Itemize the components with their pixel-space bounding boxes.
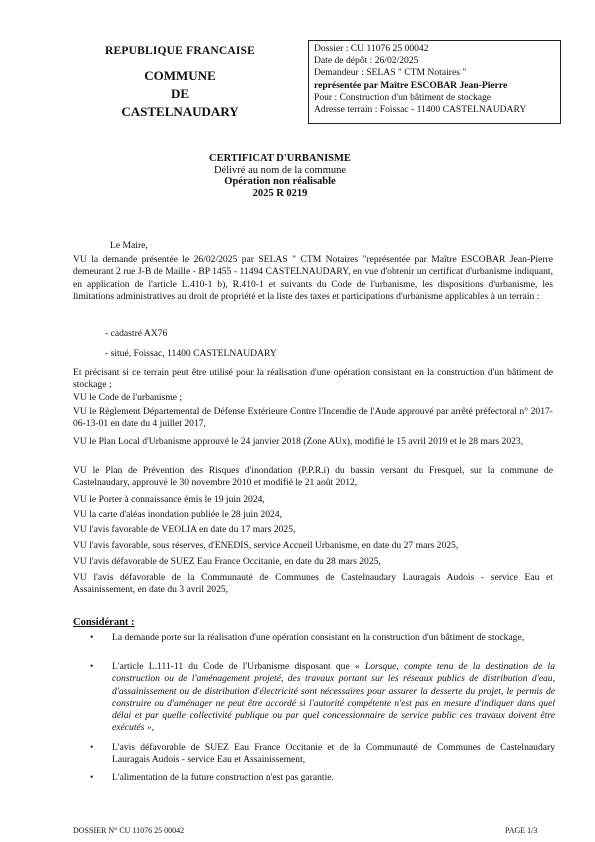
considerant-heading: Considérant : (73, 617, 135, 628)
commune-name (95, 67, 265, 121)
considerant-item-1-text: La demande porte sur la réalisation d'une opération consistant en la construction d'un bâtiment de stockage, (112, 632, 525, 643)
vu-reglement-paragraph: VU le Règlement Départemental de Défense Extérieure Contre l'Incendie de l'Aude approuvé par arrêté préfectoral n° 2017-06-13-01 en date du 4 juillet 2017, (73, 406, 553, 430)
vu-veolia-paragraph: VU l'avis favorable de VEOLIA en date du 17 mars 2025, (73, 524, 296, 535)
considerant-item-4 (90, 772, 555, 784)
considerant-item-1 (90, 632, 555, 644)
considerant-item-2-text (112, 661, 555, 735)
considerant-item-3 (90, 742, 555, 767)
footer-dossier-number: DOSSIER N° CU 11076 25 00042 (73, 826, 185, 835)
bullet-icon: • (90, 632, 94, 643)
precisant-paragraph: Et précisant si ce terrain peut être utilisé pour la réalisation d'une opération consistant en la construction d'un bâtiment de stockage ; (73, 367, 553, 391)
vu-communaute-paragraph: VU l'avis défavorable de la Communauté de Communes de Castelnaudary Lauragais Audois - service Eau et Assainissement, en date du 3 avril 2025, (73, 572, 553, 596)
land-address: Adresse terrain : Foissac - 11400 CASTELNAUDARY (314, 104, 527, 116)
vu-demande-paragraph: VU la demande présentée le 26/02/2025 par SELAS " CTM Notaires "représentée par Maître ESCOBAR Jean-Pierre demeurant 2 rue J-B de Maille - BP 1455 - 11494 CASTELNAUDARY, en vue d'obtenir un certificat d'urbanisme indiquant, en application de l'article L.410-1 b), R.410-1 et suivants du Code de l'urbanisme, les dispositions d'urbanisme, les limitations administratives au droit de propriété et la liste des taxes et participations d'urbanisme applicables à un terrain : (73, 254, 553, 302)
republic-label: REPUBLIQUE FRANCAISE (104, 45, 255, 57)
vu-ppri-paragraph: VU le Plan de Prévention des Risques d'inondation (P.P.R.i) du bassin versant du Fresquel, sur la commune de Castelnaudary, approuvé le 30 novembre 2010 et modifié le 21 août 2012, (73, 465, 553, 489)
commune-line-1: COMMUNE (144, 68, 216, 83)
considerant-item-3-text: L'avis défavorable de SUEZ Eau France Occitanie et de la Communauté de Communes de Castelnaudary Lauragais Audois - service Eau et Assainissement, (112, 742, 555, 766)
commune-line-3: CASTELNAUDARY (121, 104, 239, 119)
bullet-icon: • (90, 661, 94, 672)
considerant-item-2 (90, 661, 555, 735)
dossier-info-box (308, 40, 561, 124)
vu-code-paragraph: VU le Code de l'urbanisme ; (73, 392, 183, 403)
vu-carte-paragraph: VU la carte d'aléas inondation publiée le 28 juin 2024, (73, 509, 283, 520)
vu-porter-paragraph: VU le Porter à connaissance émis le 19 juin 2024, (73, 494, 265, 505)
considerant-item-2-intro: L'article L.111-11 du Code de l'Urbanisme disposant que « (112, 661, 365, 672)
intro-text: Le Maire, (110, 240, 148, 251)
certificate-subtitle: Délivré au nom de la commune (213, 164, 347, 176)
page-number: PAGE 1/3 (505, 826, 538, 835)
certificate-title: CERTIFICAT D'URBANISME (209, 153, 351, 164)
vu-enedis-paragraph: VU l'avis favorable, sous réserves, d'ENEDIS, service Accueil Urbanisme, en date du 27 mars 2025, (73, 540, 459, 551)
bullet-icon: • (90, 742, 94, 753)
vu-plu-paragraph: VU le Plan Local d'Urbanisme approuvé le 24 janvier 2018 (Zone AUx), modifié le 15 avril 2019 et le 28 mars 2023, (73, 436, 524, 447)
certificate-title-block (150, 153, 410, 199)
applicant-representative: représentée par Maître ESCOBAR Jean-Pierre (314, 79, 508, 91)
parcel-location: - situé, Foissac, 11400 CASTELNAUDARY (105, 348, 277, 359)
issuer-block (95, 45, 265, 121)
bullet-icon: • (90, 772, 94, 783)
considerant-item-2-quote: Lorsque, compte tenu de la destination de la construction ou de l'aménagement projeté, des travaux portant sur les réseaux publics de distribution d'eau, d'assainissement ou de distribution d'électricité sont nécessaires pour assurer la desserte du projet, le permis de construire ou d'aménager ne peut être accordé si l'autorité compétente n'est pas en mesure d'indiquer dans quel délai et par quelle collectivité publique ou par quel concessionnaire de service public ces travaux doivent être exécutés », (112, 661, 555, 734)
vu-suez-paragraph: VU l'avis défavorable de SUEZ Eau France Occitanie, en date du 28 mars 2025, (73, 556, 381, 567)
dossier-number: Dossier : CU 11076 25 00042 (314, 43, 429, 54)
commune-line-2: DE (170, 86, 190, 101)
considerant-item-4-text: L'alimentation de la future construction n'est pas garantie. (112, 772, 334, 783)
parcel-cadastre: - cadastré AX76 (105, 328, 168, 339)
purpose: Pour : Construction d'un bâtiment de stockage (314, 91, 492, 103)
operation-status: Opération non réalisable (224, 176, 336, 187)
applicant: Demandeur : SELAS " CTM Notaires " (314, 67, 467, 79)
deposit-date: Date de dépôt : 26/02/2025 (314, 55, 419, 67)
certificate-number: 2025 R 0219 (252, 187, 308, 199)
